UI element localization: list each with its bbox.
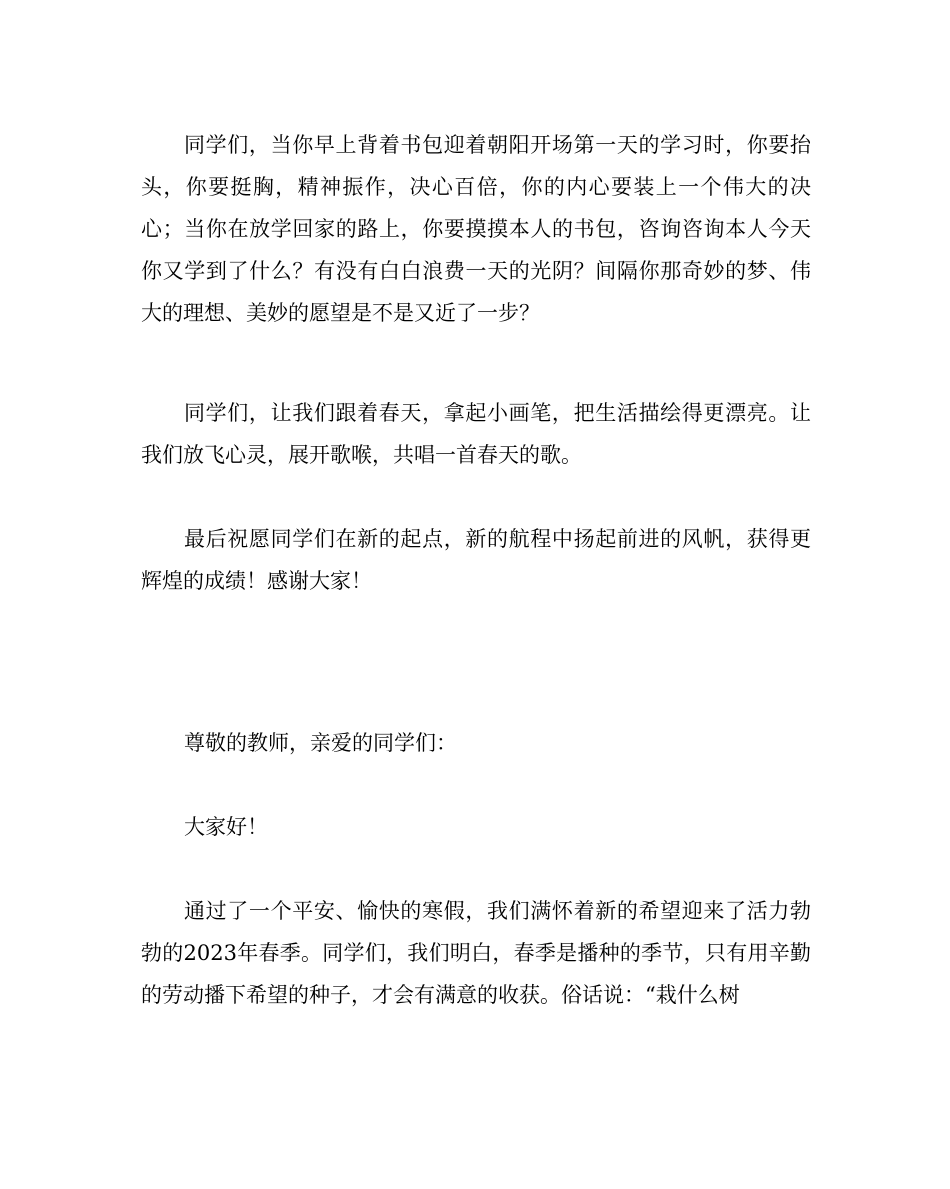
paragraph-morning-study: 同学们，当你早上背着书包迎着朝阳开场第一天的学习时，你要抬头，你要挺胸，精神振作，决心百倍，你的内心要装上一个伟大的决心；当你在放学回家的路上，你要摸摸本人的书包，咨询咨询本人今天你又学到了什么？有没有白白浪费一天的光阴？间隔你那奇妙的梦、伟大的理想、美妙的愿望是不是又近了一步？ — [141, 133, 811, 325]
paragraph-greeting: 大家好！ — [184, 815, 268, 839]
paragraph-closing-wishes: 最后祝愿同学们在新的起点，新的航程中扬起前进的风帆，获得更辉煌的成绩！感谢大家！ — [141, 527, 811, 593]
paragraph-salutation: 尊敬的教师，亲爱的同学们： — [184, 731, 457, 755]
paragraph-follow-spring: 同学们，让我们跟着春天，拿起小画笔，把生活描绘得更漂亮。让我们放飞心灵，展开歌喉，共唱一首春天的歌。 — [141, 401, 811, 467]
paragraph-spring-semester: 通过了一个平安、愉快的寒假，我们满怀着新的希望迎来了活力勃勃的2023年春季。同学们，我们明白，春季是播种的季节，只有用辛勤的劳动播下希望的种子，才会有满意的收获。俗话说：“栽什么树 — [141, 899, 811, 1007]
